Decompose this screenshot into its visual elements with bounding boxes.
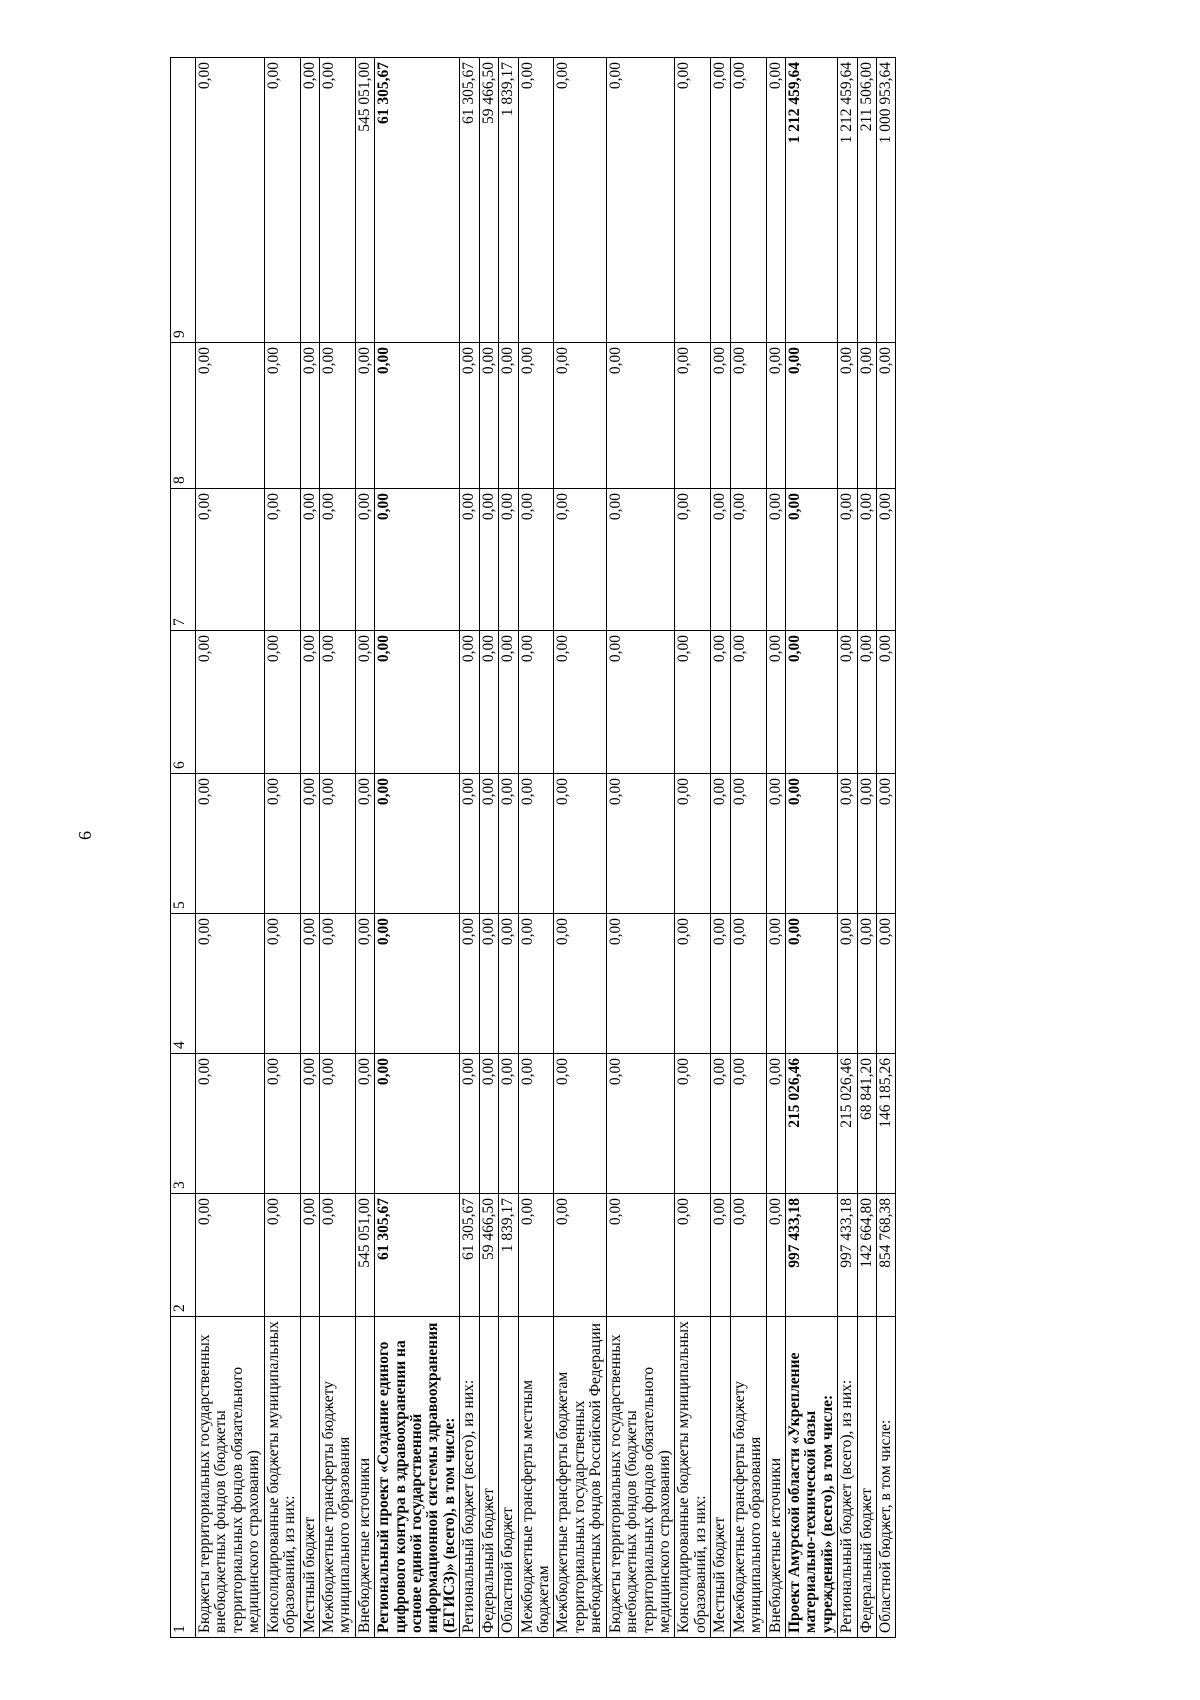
amount-cell: 0,00 [857, 343, 876, 489]
table-row [838, 58, 857, 1638]
amount-cell: 0,00 [838, 774, 857, 914]
amount-cell: 0,00 [319, 58, 355, 343]
table-row [460, 58, 479, 1638]
amount-cell: 0,00 [264, 914, 300, 1054]
column-header: 4 [171, 914, 196, 1054]
table-row [711, 58, 730, 1638]
table-row [264, 58, 300, 1638]
row-label: Федеральный бюджет [857, 1317, 876, 1638]
row-label: Местный бюджет [711, 1317, 730, 1638]
amount-cell: 0,00 [675, 489, 711, 631]
amount-cell: 0,00 [518, 914, 554, 1054]
column-header: 2 [171, 1194, 196, 1317]
amount-cell: 0,00 [730, 489, 766, 631]
amount-cell: 0,00 [675, 58, 711, 343]
amount-cell: 0,00 [355, 631, 374, 774]
amount-cell: 0,00 [375, 1054, 460, 1194]
amount-cell: 59 466,50 [479, 58, 498, 343]
budget-table [170, 57, 896, 1638]
amount-cell: 0,00 [479, 343, 498, 489]
amount-cell: 0,00 [300, 631, 319, 774]
amount-cell: 0,00 [838, 489, 857, 631]
amount-cell: 997 433,18 [785, 1194, 837, 1317]
amount-cell: 0,00 [499, 343, 518, 489]
column-header: 7 [171, 489, 196, 631]
table-row [196, 58, 265, 1638]
amount-cell: 0,00 [264, 58, 300, 343]
amount-cell: 0,00 [264, 489, 300, 631]
row-label: Межбюджетные трансферты местным бюджетам [518, 1317, 554, 1638]
amount-cell: 0,00 [675, 343, 711, 489]
amount-cell: 0,00 [675, 774, 711, 914]
table-row [675, 58, 711, 1638]
amount-cell: 0,00 [554, 1054, 606, 1194]
amount-cell: 0,00 [355, 914, 374, 1054]
column-header: 9 [171, 58, 196, 343]
table-row [375, 58, 460, 1638]
amount-cell: 0,00 [730, 1054, 766, 1194]
amount-cell: 1 212 459,64 [785, 58, 837, 343]
table-row [785, 58, 837, 1638]
amount-cell: 0,00 [730, 774, 766, 914]
amount-cell: 0,00 [554, 1194, 606, 1317]
amount-cell: 0,00 [479, 774, 498, 914]
amount-cell: 0,00 [518, 631, 554, 774]
amount-cell: 0,00 [499, 489, 518, 631]
amount-cell: 0,00 [711, 58, 730, 343]
row-label: Бюджеты территориальных государственных внебюджетных фондов (бюджеты территориальных фондов обязательного медицинского страхования) [606, 1317, 675, 1638]
amount-cell: 0,00 [319, 914, 355, 1054]
column-header: 8 [171, 343, 196, 489]
amount-cell: 1 839,17 [499, 1194, 518, 1317]
amount-cell: 0,00 [375, 914, 460, 1054]
column-header: 6 [171, 631, 196, 774]
page-number: 6 [75, 831, 95, 840]
amount-cell: 1 212 459,64 [838, 58, 857, 343]
row-label: Региональный бюджет (всего), из них: [838, 1317, 857, 1638]
amount-cell: 0,00 [606, 58, 675, 343]
amount-cell: 0,00 [877, 631, 896, 774]
amount-cell: 0,00 [300, 774, 319, 914]
amount-cell: 0,00 [499, 1054, 518, 1194]
row-label: Внебюджетные источники [355, 1317, 374, 1638]
amount-cell: 61 305,67 [375, 58, 460, 343]
amount-cell: 0,00 [375, 343, 460, 489]
amount-cell: 997 433,18 [838, 1194, 857, 1317]
amount-cell: 0,00 [196, 914, 265, 1054]
amount-cell: 61 305,67 [460, 1194, 479, 1317]
amount-cell: 0,00 [479, 631, 498, 774]
amount-cell: 0,00 [319, 1054, 355, 1194]
amount-cell: 0,00 [857, 774, 876, 914]
row-label: Консолидированные бюджеты муниципальных образований, из них: [264, 1317, 300, 1638]
amount-cell: 0,00 [300, 343, 319, 489]
amount-cell: 0,00 [375, 631, 460, 774]
row-label: Проект Амурской области «Укрепление материально-технической базы учреждений» (всего), в том числе: [785, 1317, 837, 1638]
amount-cell: 0,00 [766, 1054, 785, 1194]
amount-cell: 0,00 [785, 489, 837, 631]
amount-cell: 0,00 [838, 631, 857, 774]
amount-cell: 0,00 [606, 489, 675, 631]
table-row [518, 58, 554, 1638]
amount-cell: 0,00 [264, 774, 300, 914]
amount-cell: 0,00 [196, 343, 265, 489]
amount-cell: 0,00 [196, 1194, 265, 1317]
amount-cell: 0,00 [499, 914, 518, 1054]
amount-cell: 0,00 [730, 914, 766, 1054]
amount-cell: 0,00 [518, 1194, 554, 1317]
row-label: Федеральный бюджет [479, 1317, 498, 1638]
row-label: Областной бюджет [499, 1317, 518, 1638]
amount-cell: 0,00 [499, 774, 518, 914]
table-row [554, 58, 606, 1638]
amount-cell: 0,00 [355, 1054, 374, 1194]
amount-cell: 0,00 [675, 1054, 711, 1194]
amount-cell: 0,00 [196, 489, 265, 631]
amount-cell: 0,00 [479, 914, 498, 1054]
amount-cell: 0,00 [877, 489, 896, 631]
amount-cell: 142 664,80 [857, 1194, 876, 1317]
amount-cell: 215 026,46 [838, 1054, 857, 1194]
amount-cell: 0,00 [711, 489, 730, 631]
amount-cell: 0,00 [518, 489, 554, 631]
amount-cell: 0,00 [730, 1194, 766, 1317]
amount-cell: 0,00 [355, 774, 374, 914]
table-row [606, 58, 675, 1638]
amount-cell: 0,00 [857, 914, 876, 1054]
amount-cell: 0,00 [711, 914, 730, 1054]
amount-cell: 0,00 [785, 343, 837, 489]
amount-cell: 0,00 [319, 489, 355, 631]
amount-cell: 0,00 [554, 631, 606, 774]
table-row [730, 58, 766, 1638]
amount-cell: 0,00 [196, 631, 265, 774]
amount-cell: 0,00 [675, 1194, 711, 1317]
row-label: Бюджеты территориальных государственных внебюджетных фондов (бюджеты территориальных фондов обязательного медицинского страхования) [196, 1317, 265, 1638]
amount-cell: 545 051,00 [355, 1194, 374, 1317]
amount-cell: 211 506,00 [857, 58, 876, 343]
amount-cell: 0,00 [460, 489, 479, 631]
amount-cell: 0,00 [606, 631, 675, 774]
amount-cell: 0,00 [730, 343, 766, 489]
amount-cell: 0,00 [460, 343, 479, 489]
amount-cell: 0,00 [554, 489, 606, 631]
amount-cell: 0,00 [300, 1194, 319, 1317]
amount-cell: 215 026,46 [785, 1054, 837, 1194]
table-row [857, 58, 876, 1638]
amount-cell: 0,00 [554, 774, 606, 914]
amount-cell: 0,00 [785, 914, 837, 1054]
amount-cell: 0,00 [355, 489, 374, 631]
row-label: Областной бюджет, в том числе: [877, 1317, 896, 1638]
amount-cell: 0,00 [606, 914, 675, 1054]
amount-cell: 0,00 [300, 1054, 319, 1194]
amount-cell: 0,00 [711, 774, 730, 914]
amount-cell: 0,00 [877, 343, 896, 489]
amount-cell: 0,00 [711, 343, 730, 489]
amount-cell: 0,00 [196, 774, 265, 914]
amount-cell: 0,00 [319, 631, 355, 774]
amount-cell: 0,00 [375, 489, 460, 631]
amount-cell: 0,00 [857, 631, 876, 774]
row-label: Межбюджетные трансферты бюджетам территориальных государственных внебюджетных фондов Российской Федерации [554, 1317, 606, 1638]
amount-cell: 0,00 [319, 774, 355, 914]
amount-cell: 0,00 [518, 343, 554, 489]
amount-cell: 0,00 [554, 914, 606, 1054]
amount-cell: 0,00 [499, 631, 518, 774]
amount-cell: 0,00 [375, 774, 460, 914]
amount-cell: 0,00 [857, 489, 876, 631]
column-header: 5 [171, 774, 196, 914]
amount-cell: 0,00 [766, 1194, 785, 1317]
row-label: Межбюджетные трансферты бюджету муниципального образования [730, 1317, 766, 1638]
amount-cell: 0,00 [460, 1054, 479, 1194]
amount-cell: 0,00 [300, 58, 319, 343]
amount-cell: 545 051,00 [355, 58, 374, 343]
column-header: 3 [171, 1054, 196, 1194]
amount-cell: 0,00 [554, 343, 606, 489]
amount-cell: 0,00 [264, 1194, 300, 1317]
amount-cell: 0,00 [730, 58, 766, 343]
amount-cell: 0,00 [554, 58, 606, 343]
row-label: Консолидированные бюджеты муниципальных образований, из них: [675, 1317, 711, 1638]
amount-cell: 0,00 [838, 914, 857, 1054]
amount-cell: 0,00 [877, 774, 896, 914]
amount-cell: 61 305,67 [460, 58, 479, 343]
amount-cell: 0,00 [766, 343, 785, 489]
amount-cell: 68 841,20 [857, 1054, 876, 1194]
table-row [877, 58, 896, 1638]
amount-cell: 0,00 [711, 1054, 730, 1194]
row-label: Межбюджетные трансферты бюджету муниципального образования [319, 1317, 355, 1638]
column-header: 1 [171, 1317, 196, 1638]
amount-cell: 0,00 [264, 343, 300, 489]
amount-cell: 0,00 [838, 343, 857, 489]
amount-cell: 0,00 [300, 489, 319, 631]
amount-cell: 0,00 [785, 631, 837, 774]
amount-cell: 0,00 [766, 58, 785, 343]
amount-cell: 0,00 [264, 1054, 300, 1194]
amount-cell: 0,00 [877, 914, 896, 1054]
table-row [300, 58, 319, 1638]
amount-cell: 0,00 [766, 914, 785, 1054]
amount-cell: 146 185,26 [877, 1054, 896, 1194]
amount-cell: 0,00 [319, 1194, 355, 1317]
amount-cell: 0,00 [785, 774, 837, 914]
row-label: Местный бюджет [300, 1317, 319, 1638]
amount-cell: 0,00 [606, 1194, 675, 1317]
amount-cell: 0,00 [606, 343, 675, 489]
amount-cell: 0,00 [766, 774, 785, 914]
amount-cell: 59 466,50 [479, 1194, 498, 1317]
table-row [766, 58, 785, 1638]
amount-cell: 0,00 [606, 774, 675, 914]
table-row [355, 58, 374, 1638]
amount-cell: 1 839,17 [499, 58, 518, 343]
row-label: Региональный проект «Создание единого цифрового контура в здравоохранении на основе единой государственной информационной системы здравоохранения (ЕГИСЗ)» (всего), в том числе: [375, 1317, 460, 1638]
row-label: Региональный бюджет (всего), из них: [460, 1317, 479, 1638]
amount-cell: 0,00 [300, 914, 319, 1054]
amount-cell: 0,00 [264, 631, 300, 774]
amount-cell: 0,00 [479, 489, 498, 631]
amount-cell: 1 000 953,64 [877, 58, 896, 343]
amount-cell: 0,00 [319, 343, 355, 489]
amount-cell: 0,00 [355, 343, 374, 489]
amount-cell: 0,00 [518, 774, 554, 914]
amount-cell: 0,00 [196, 58, 265, 343]
amount-cell: 0,00 [460, 914, 479, 1054]
budget-table-page [170, 58, 1170, 1638]
table-row [479, 58, 498, 1638]
amount-cell: 0,00 [518, 58, 554, 343]
amount-cell: 0,00 [766, 631, 785, 774]
amount-cell: 0,00 [606, 1054, 675, 1194]
amount-cell: 0,00 [711, 1194, 730, 1317]
amount-cell: 0,00 [766, 489, 785, 631]
amount-cell: 0,00 [196, 1054, 265, 1194]
table-row [319, 58, 355, 1638]
row-label: Внебюджетные источники [766, 1317, 785, 1638]
amount-cell: 0,00 [730, 631, 766, 774]
table-row [499, 58, 518, 1638]
amount-cell: 0,00 [460, 774, 479, 914]
amount-cell: 0,00 [675, 914, 711, 1054]
amount-cell: 0,00 [460, 631, 479, 774]
amount-cell: 61 305,67 [375, 1194, 460, 1317]
amount-cell: 854 768,38 [877, 1194, 896, 1317]
amount-cell: 0,00 [675, 631, 711, 774]
amount-cell: 0,00 [518, 1054, 554, 1194]
column-number-row [171, 58, 196, 1638]
amount-cell: 0,00 [479, 1054, 498, 1194]
amount-cell: 0,00 [711, 631, 730, 774]
